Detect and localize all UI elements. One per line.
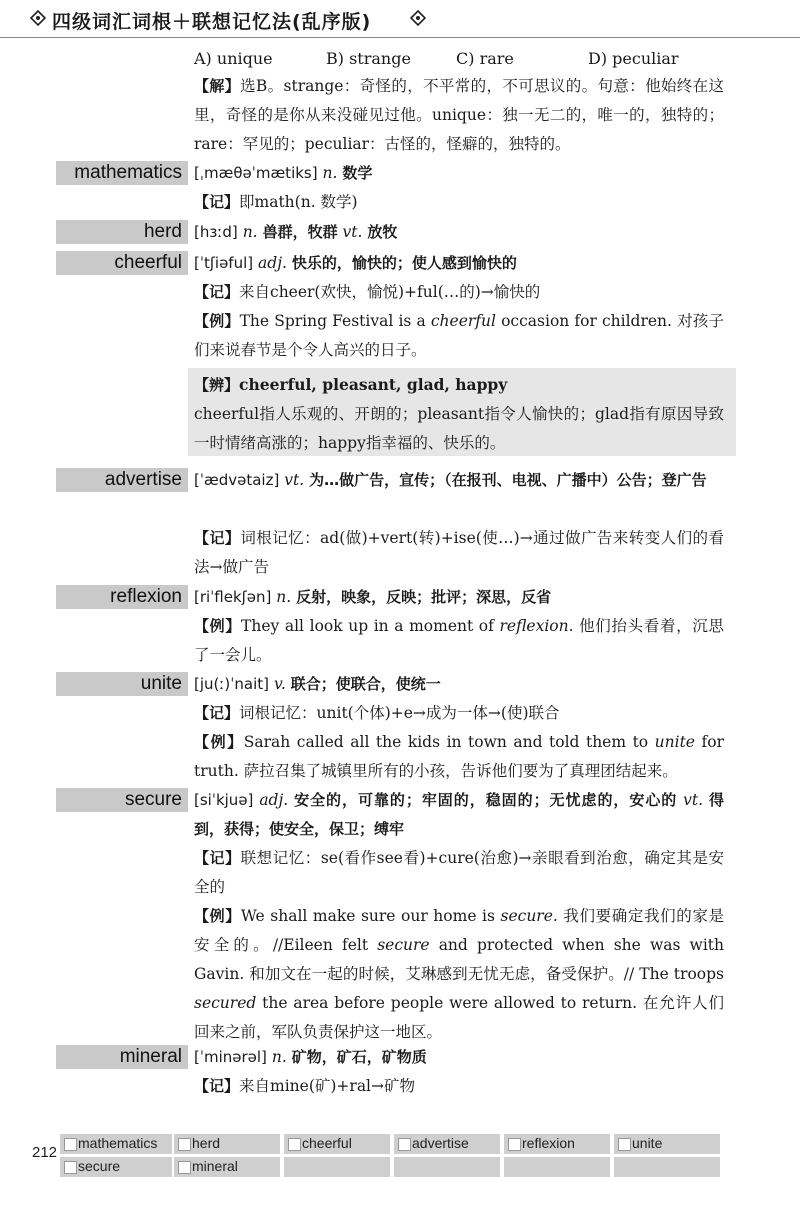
- headword-cheerful: cheerful: [56, 251, 188, 275]
- entry-secure-example: 【例】We shall make sure our home is secure. 我们要确定我们的家是安全的。//Eileen felt secure and protected when she was with Gavin. 和加文在一起的时候，艾琳感到无忧无虑，备受保护。// The troops secured the area before people were allowed to return. 在允许人们回来之前，军队负责保护这一地区。: [194, 907, 724, 1041]
- entry-mineral-def: [ˈminərəl] n. 矿物，矿石，矿物质: [194, 1048, 427, 1066]
- checkbox-icon[interactable]: [178, 1161, 191, 1174]
- entry-unite-def: [ju(ː)ˈnait] v. 联合；使联合，使统一: [194, 675, 441, 693]
- entry-cheerful-memo: 【记】来自cheer(欢快，愉悦)+ful(…的)→愉快的: [194, 283, 541, 301]
- entry-cheerful-def: [ˈtʃiəful] adj. 快乐的，愉快的；使人感到愉快的: [194, 254, 517, 272]
- headword-advertise: advertise: [56, 468, 188, 492]
- entry-secure-def: [siˈkjuə] adj. 安全的，可靠的；牢固的，稳固的；无忧虑的，安心的 vt. 得到，获得；使安全，保卫；缚牢: [194, 791, 725, 838]
- diamond-icon: [30, 10, 46, 26]
- entry-unite-example: 【例】Sarah called all the kids in town and told them to unite for truth. 萨拉召集了城镇里所有的小孩，告诉他们要为了真理团结起来。: [194, 733, 724, 780]
- entry-mathematics-def: [ˌmæθəˈmætiks] n. 数学: [194, 164, 373, 182]
- headword-unite: unite: [56, 672, 188, 696]
- explain-text: 选B。strange：奇怪的，不平常的，不可思议的。句意：他始终在这里，奇怪的是你从来没碰见过他。unique：独一无二的，唯一的，独特的；rare：罕见的；peculiar：古怪的，怪癖的，独特的。: [194, 77, 724, 153]
- question-explanation: [194, 72, 724, 159]
- entry-reflexion-def: [riˈflekʃən] n. 反射，映象，反映；批评；深思，反省: [194, 588, 552, 606]
- footer-checklist-item[interactable]: advertise: [394, 1134, 500, 1154]
- option-a: A) unique: [194, 49, 273, 68]
- answer-options: [194, 46, 734, 74]
- entry-mineral-memo: 【记】来自mine(矿)+ral→矿物: [194, 1077, 416, 1095]
- footer-checklist-item[interactable]: unite: [614, 1134, 720, 1154]
- checkbox-icon[interactable]: [618, 1138, 631, 1151]
- option-d: D) peculiar: [588, 49, 679, 68]
- entry-advertise-memo: 【记】词根记忆：ad(做)+vert(转)+ise(使…)→通过做广告来转变人们的看法→做广告: [194, 529, 724, 576]
- footer-checklist-blank: [284, 1157, 390, 1177]
- entry-cheerful-example: 【例】The Spring Festival is a cheerful occasion for children. 对孩子们来说春节是个令人高兴的日子。: [194, 312, 724, 359]
- page-title: 四级词汇词根＋联想记忆法(乱序版): [52, 11, 372, 33]
- entry-mathematics-memo: 【记】即math(n. 数学): [194, 193, 358, 211]
- footer-checklist-blank: [614, 1157, 720, 1177]
- checkbox-icon[interactable]: [508, 1138, 521, 1151]
- entry-advertise-def: [ˈædvətaiz] vt. 为…做广告，宣传；（在报刊、电视、广播中）公告；登广告: [194, 471, 707, 489]
- footer-checklist-blank: [504, 1157, 610, 1177]
- headword-mineral: mineral: [56, 1045, 188, 1069]
- footer-checklist-item[interactable]: cheerful: [284, 1134, 390, 1154]
- entry-secure-memo: 【记】联想记忆：se(看作see看)+cure(治愈)→亲眼看到治愈，确定其是安全的: [194, 849, 724, 896]
- footer-checklist-item[interactable]: mathematics: [60, 1134, 172, 1154]
- footer-checklist-item[interactable]: mineral: [174, 1157, 280, 1177]
- checkbox-icon[interactable]: [178, 1138, 191, 1151]
- entry-herd-def: [hɜːd] n. 兽群，牧群 vt. 放牧: [194, 223, 398, 241]
- footer-checklist-blank: [394, 1157, 500, 1177]
- headword-mathematics: mathematics: [56, 161, 188, 185]
- checkbox-icon[interactable]: [64, 1161, 77, 1174]
- option-c: C) rare: [456, 49, 514, 68]
- page-header: [0, 0, 800, 38]
- footer-checklist-item[interactable]: reflexion: [504, 1134, 610, 1154]
- headword-reflexion: reflexion: [56, 585, 188, 609]
- page-number: 212: [32, 1144, 58, 1161]
- entry-unite-memo: 【记】词根记忆：unit(个体)+e→成为一体→(使)联合: [194, 704, 560, 722]
- checkbox-icon[interactable]: [398, 1138, 411, 1151]
- entry-reflexion-example: 【例】They all look up in a moment of reflexion. 他们抬头看着，沉思了一会儿。: [194, 617, 724, 664]
- footer-checklist-item[interactable]: secure: [60, 1157, 172, 1177]
- checkbox-icon[interactable]: [64, 1138, 77, 1151]
- headword-herd: herd: [56, 220, 188, 244]
- footer-checklist-item[interactable]: herd: [174, 1134, 280, 1154]
- headword-secure: secure: [56, 788, 188, 812]
- checkbox-icon[interactable]: [288, 1138, 301, 1151]
- diamond-icon: [410, 10, 426, 26]
- explain-tag: 【解】: [194, 77, 241, 95]
- option-b: B) strange: [326, 49, 411, 68]
- entry-cheerful-distinguish: 【辨】cheerful, pleasant, glad, happy cheerful指人乐观的、开朗的；pleasant指令人愉快的；glad指有原因导致一时情绪高涨的；happy指幸福的、快乐的。: [194, 375, 724, 452]
